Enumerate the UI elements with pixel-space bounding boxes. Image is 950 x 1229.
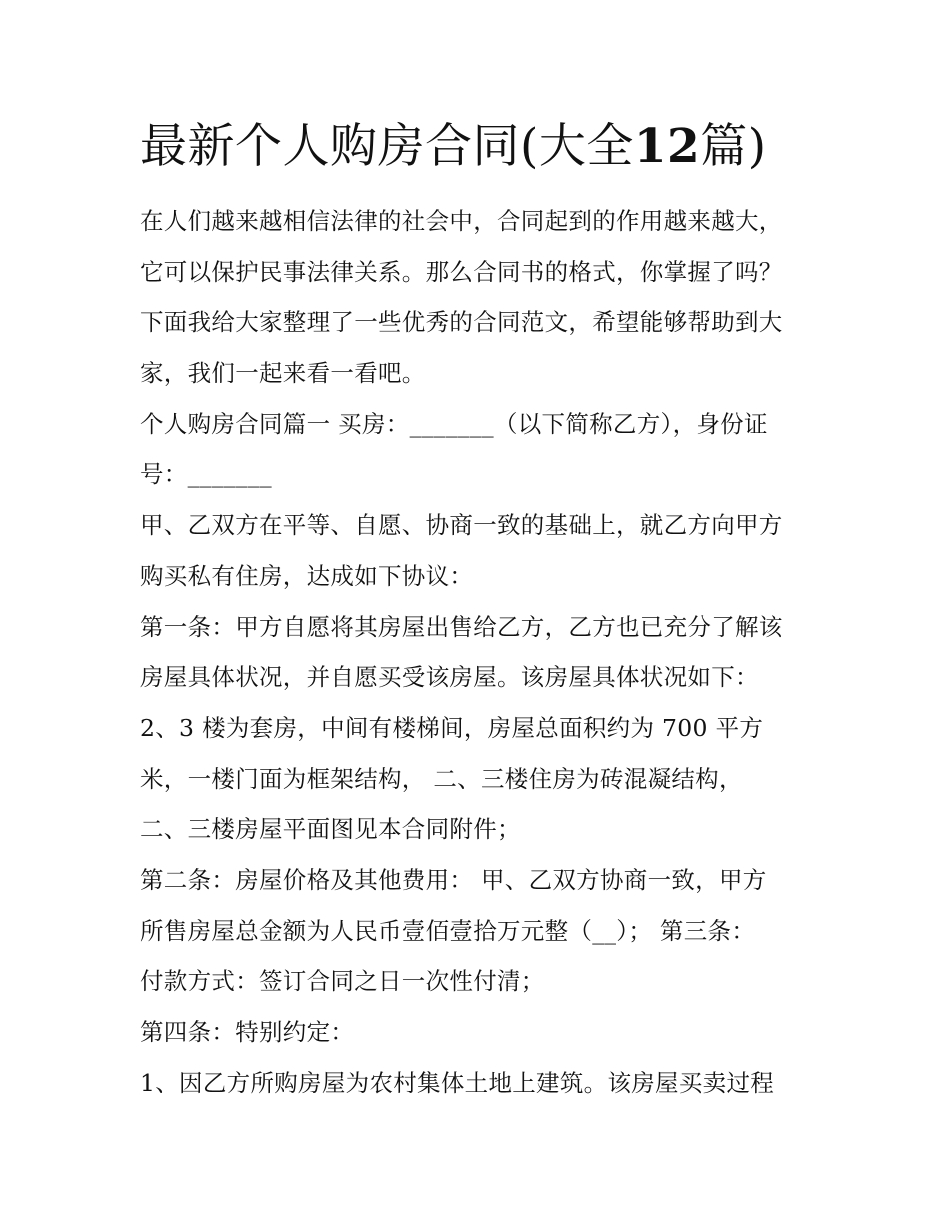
text-line: 所售房屋总金额为人民币壹佰壹拾万元整（__）； 第三条：: [140, 916, 756, 945]
text-line: 购买私有住房，达成如下协议：: [140, 561, 474, 590]
text-line: 第四条：特别约定：: [140, 1018, 355, 1046]
text-line: 号：_______: [140, 460, 272, 489]
document-body: [140, 196, 830, 1108]
text-line: 房屋具体状况，并自愿买受该房屋。该房屋具体状况如下：: [140, 663, 759, 692]
title-text: 最新个人购房合同(大全: [140, 119, 634, 174]
page-title: [140, 112, 860, 182]
title-number: 12: [633, 119, 701, 174]
text-line: 2、3 楼为套房，中间有楼梯间，房屋总面积约为 700 平方: [140, 713, 764, 742]
text-line: 二、三楼房屋平面图见本合同附件；: [140, 815, 521, 844]
text-line: 家，我们一起来看一看吧。: [140, 359, 426, 388]
title-suffix: 篇): [700, 119, 767, 174]
text-line: 1、因乙方所购房屋为农村集体土地上建筑。该房屋买卖过程: [140, 1068, 775, 1097]
text-line: 第二条：房屋价格及其他费用： 甲、乙双方协商一致，甲方: [140, 865, 767, 894]
text-line: 在人们越来越相信法律的社会中，合同起到的作用越来越大，: [140, 207, 783, 235]
text-line: 付款方式：签订合同之日一次性付清；: [140, 967, 545, 996]
text-line: 第一条：甲方自愿将其房屋出售给乙方，乙方也已充分了解该: [140, 612, 783, 641]
text-line: 个人购房合同篇一 买房：_______（以下简称乙方），身份证: [140, 409, 768, 438]
text-line: 甲、乙双方在平等、自愿、协商一致的基础上，就乙方向甲方: [140, 511, 783, 540]
text-line: 下面我给大家整理了一些优秀的合同范文，希望能够帮助到大: [140, 308, 783, 337]
text-line: 米，一楼门面为框架结构， 二、三楼住房为砖混凝结构，: [140, 764, 743, 793]
text-line: 它可以保护民事法律关系。那么合同书的格式，你掌握了吗？: [140, 257, 783, 286]
